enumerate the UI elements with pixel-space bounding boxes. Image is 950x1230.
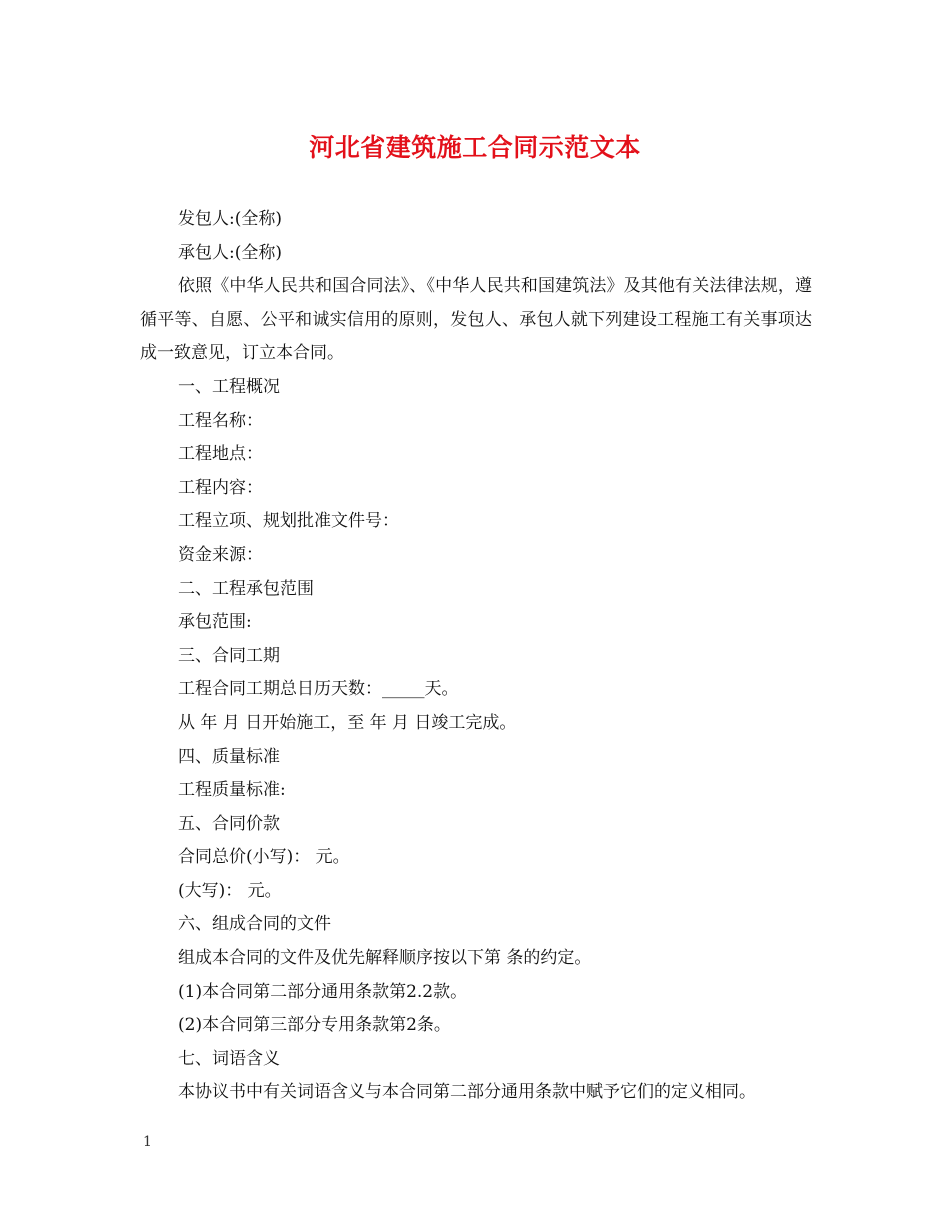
text-line-project-location: 工程地点： — [178, 444, 263, 465]
section-heading-terms: 七、词语含义 — [178, 1048, 280, 1069]
text-line-document-1: (1)本合同第二部分通用条款第2.2款。 — [178, 981, 468, 1002]
text-line-start-end: 从 年 月 日开始施工，至 年 月 日竣工完成。 — [178, 712, 517, 733]
text-line-document-2: (2)本合同第三部分专用条款第2条。 — [178, 1015, 451, 1036]
text-line-project-name: 工程名称： — [178, 410, 263, 431]
page-number: 1 — [143, 1134, 152, 1150]
text-line-total-days: 工程合同工期总日历天数：_____天。 — [178, 679, 459, 700]
document-title: 河北省建筑施工合同示范文本 — [309, 133, 641, 162]
text-line-scope: 承包范围: — [178, 612, 252, 633]
text-line-quality-standard: 工程质量标准: — [178, 780, 286, 801]
document-body — [140, 203, 812, 1110]
text-line-price-lower: 合同总价(小写)： 元。 — [178, 847, 350, 868]
intro-paragraph: 依照《中华人民共和国合同法》、《中华人民共和国建筑法》及其他有关法律法规，遵循平等、自愿、公平和诚实信用的原则，发包人、承包人就下列建设工程施工有关事项达成一致意见，订立本合同。 — [140, 276, 812, 364]
section-heading-documents: 六、组成合同的文件 — [178, 914, 331, 935]
section-heading-quality: 四、质量标准 — [178, 746, 280, 767]
section-heading-project-overview: 一、工程概况 — [178, 376, 280, 397]
section-heading-duration: 三、合同工期 — [178, 645, 280, 666]
section-heading-price: 五、合同价款 — [178, 813, 280, 834]
text-line-price-upper: (大写)： 元。 — [178, 880, 282, 901]
text-line-terms-definition: 本协议书中有关词语含义与本合同第二部分通用条款中赋予它们的定义相同。 — [178, 1082, 756, 1103]
text-line-contractor: 承包人:(全称) — [178, 242, 282, 263]
text-line-approval-number: 工程立项、规划批准文件号： — [178, 511, 399, 532]
text-line-documents-order: 组成本合同的文件及优先解释顺序按以下第 条的约定。 — [178, 948, 592, 969]
section-heading-scope: 二、工程承包范围 — [178, 578, 314, 599]
text-line-fund-source: 资金来源： — [178, 544, 263, 565]
text-line-employer: 发包人:(全称) — [178, 209, 282, 229]
text-line-project-content: 工程内容： — [178, 477, 263, 498]
